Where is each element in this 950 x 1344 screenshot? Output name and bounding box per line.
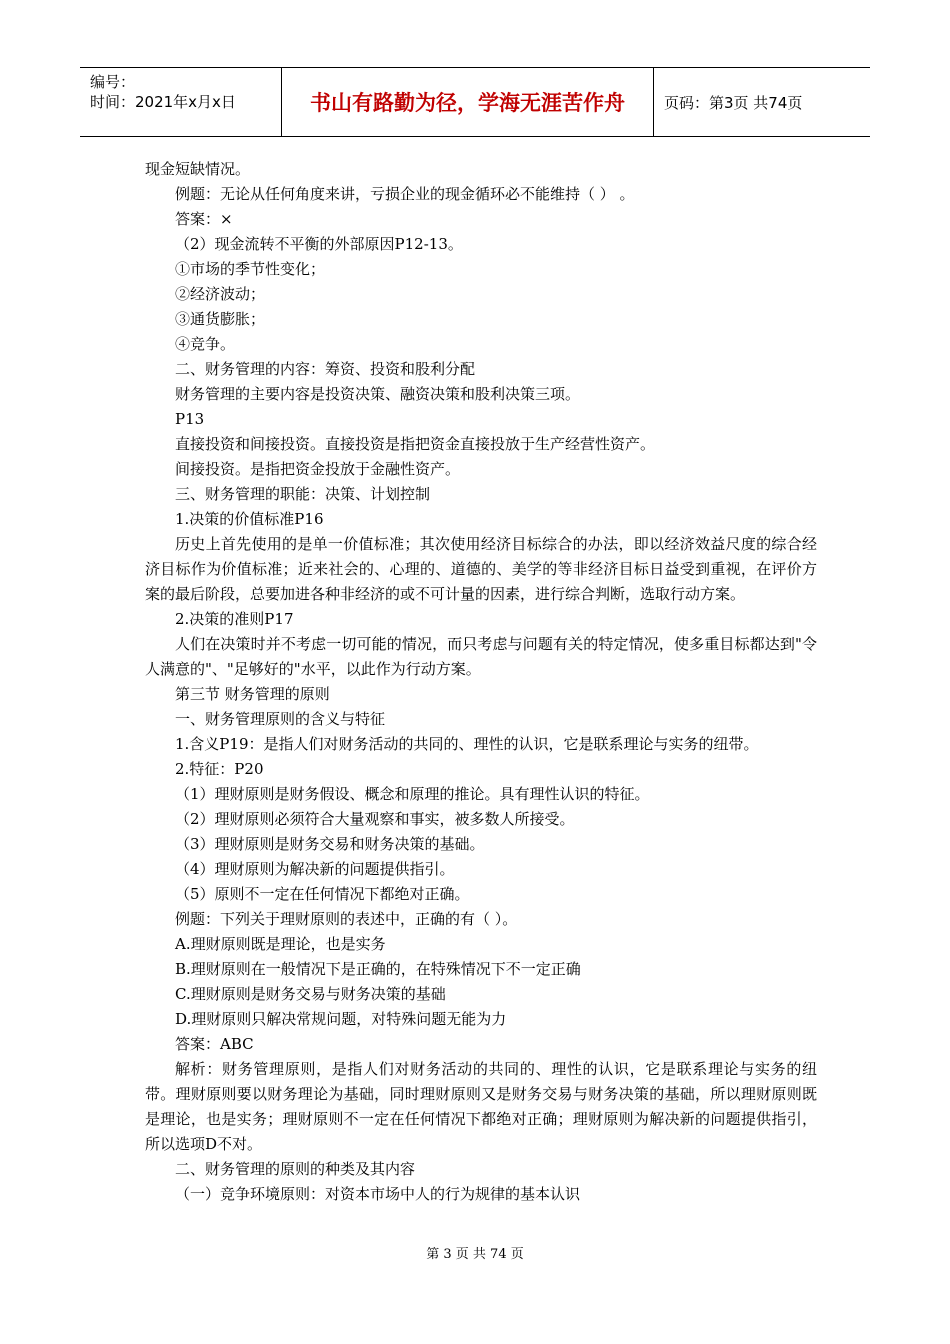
text-line: 1.决策的价值标准P16: [175, 510, 324, 528]
text-line: 一、财务管理原则的含义与特征: [175, 710, 386, 728]
text-line: A.理财原则既是理论，也是实务: [175, 935, 386, 953]
text-line: 答案：×: [175, 210, 233, 228]
header-meta: [80, 68, 282, 136]
paragraph-analysis: 解析：财务管理原则，是指人们对财务活动的共同的、理性的认识，它是联系理论与实务的纽带。理财原则要以财务理论为基础，同时理财原则又是财务交易与财务决策的基础，所以理财原则既是理论，也是实务；理财原则不一定在任何情况下都绝对正确；理财原则为解决新的问题提供指引，所以选项D不对。: [145, 1060, 817, 1153]
text-line: 间接投资。是指把资金投放于金融性资产。: [175, 460, 461, 478]
paragraph-decision-criteria: 人们在决策时并不考虑一切可能的情况，而只考虑与问题有关的特定情况，使多重目标都达到"令人满意的"、"足够好的"水平，以此作为行动方案。: [145, 635, 817, 678]
text-line: 例题：下列关于理财原则的表述中，正确的有（ ）。: [175, 910, 518, 928]
header-motto: 书山有路勤为径，学海无涯苦作舟: [282, 68, 654, 136]
document-date: 时间：2021年x月x日: [90, 93, 236, 111]
text-line: B.理财原则在一般情况下是正确的，在特殊情况下不一定正确: [175, 960, 581, 978]
document-body: [145, 157, 817, 1207]
text-line: 三、财务管理的职能：决策、计划控制: [175, 485, 431, 503]
text-line: ④竞争。: [175, 335, 236, 353]
text-line: （2）理财原则必须符合大量观察和事实，被多数人所接受。: [175, 810, 575, 828]
text-line: （5）原则不一定在任何情况下都绝对正确。: [175, 885, 470, 903]
text-line: 二、财务管理的内容：筹资、投资和股利分配: [175, 360, 476, 378]
heading-decision-criteria: 2.决策的准则P17: [175, 610, 294, 628]
page-header: [80, 67, 870, 137]
text-line: （2）现金流转不平衡的外部原因P12-13。: [175, 235, 463, 253]
paragraph-value-standard: 历史上首先使用的是单一价值标准；其次使用经济目标综合的办法，即以经济效益尺度的综合经济目标作为价值标准；近来社会的、心理的、道德的、美学的等非经济目标日益受到重视，在评价方案的最后阶段，总要加进各种非经济的或不可计量的因素，进行综合判断，选取行动方案。: [145, 535, 817, 603]
header-page-info: 页码：第3页 共74页: [664, 93, 803, 112]
text-line: ③通货膨胀；: [175, 310, 266, 328]
text-line: 2.特征：P20: [175, 760, 264, 778]
text-line: P13: [175, 410, 205, 428]
text-line: 现金短缺情况。: [145, 160, 251, 178]
text-block-2: [145, 682, 817, 1057]
text-line: 答案：ABC: [175, 1035, 254, 1053]
text-line: 直接投资和间接投资。直接投资是指把资金直接投放于生产经营性资产。: [175, 435, 656, 453]
text-line: 第三节 财务管理的原则: [175, 685, 330, 703]
text-line: （3）理财原则是财务交易和财务决策的基础。: [175, 835, 485, 853]
text-line: 二、财务管理的原则的种类及其内容: [175, 1160, 416, 1178]
text-line: C.理财原则是财务交易与财务决策的基础: [175, 985, 446, 1003]
text-line: D.理财原则只解决常规问题，对特殊问题无能为力: [175, 1010, 507, 1028]
page-footer: 第 3 页 共 74 页: [426, 1247, 524, 1262]
document-number-label: 编号：: [90, 73, 136, 91]
text-line: 1.含义P19：是指人们对财务活动的共同的、理性的认识，它是联系理论与实务的纽带。: [175, 735, 759, 753]
text-block-1: [145, 157, 817, 532]
text-line: 财务管理的主要内容是投资决策、融资决策和股利决策三项。: [175, 385, 581, 403]
text-line: （一）竞争环境原则：对资本市场中人的行为规律的基本认识: [175, 1185, 581, 1203]
text-block-3: [145, 1157, 817, 1207]
text-line: （4）理财原则为解决新的问题提供指引。: [175, 860, 455, 878]
text-line: ①市场的季节性变化；: [175, 260, 326, 278]
text-line: （1）理财原则是财务假设、概念和原理的推论。具有理性认识的特征。: [175, 785, 650, 803]
text-line: 例题：无论从任何角度来讲，亏损企业的现金循环必不能维持（ ） 。: [175, 185, 635, 203]
text-line: ②经济波动；: [175, 285, 266, 303]
